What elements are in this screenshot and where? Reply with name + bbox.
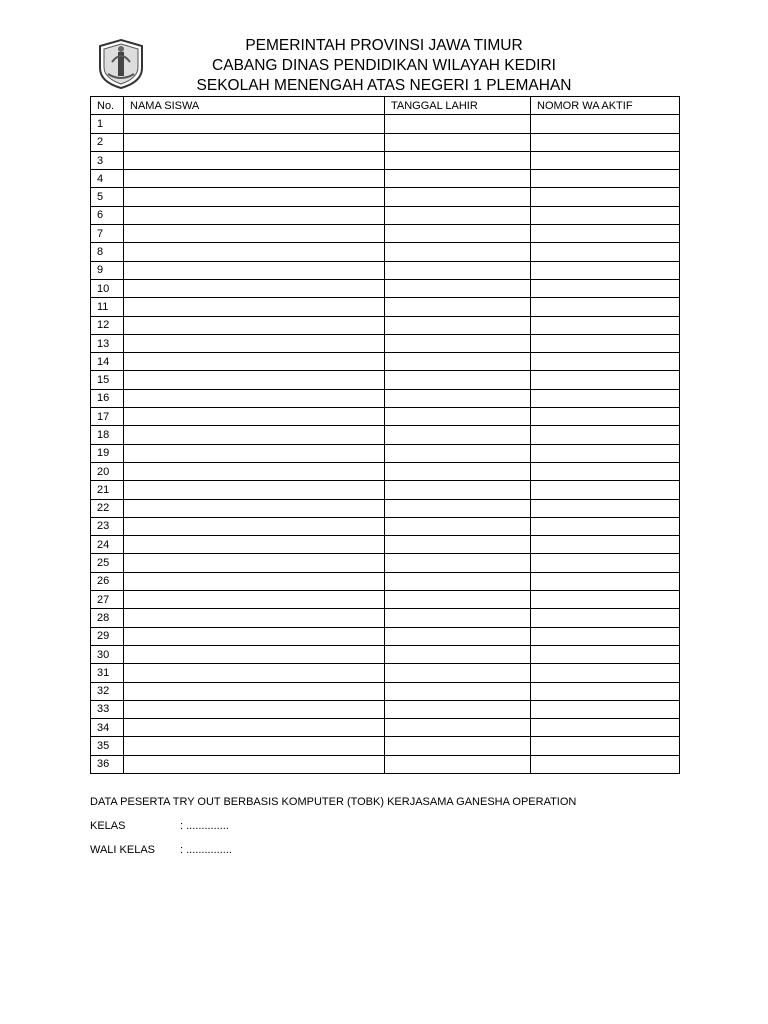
tanggal-lahir-cell[interactable] <box>385 499 531 517</box>
row-number: 11 <box>91 298 124 316</box>
tanggal-lahir-cell[interactable] <box>385 279 531 297</box>
nomor-wa-cell[interactable] <box>531 645 680 663</box>
wali-kelas-label: WALI KELAS <box>90 844 156 856</box>
tanggal-lahir-cell[interactable] <box>385 627 531 645</box>
nama-siswa-cell[interactable] <box>124 719 385 737</box>
tanggal-lahir-cell[interactable] <box>385 261 531 279</box>
tanggal-lahir-cell[interactable] <box>385 664 531 682</box>
tanggal-lahir-cell[interactable] <box>385 133 531 151</box>
table-row <box>91 170 680 188</box>
tanggal-lahir-cell[interactable] <box>385 645 531 663</box>
kelas-value: : .............. <box>180 820 229 832</box>
table-row <box>91 151 680 169</box>
tanggal-lahir-cell[interactable] <box>385 572 531 590</box>
nomor-wa-cell[interactable] <box>531 261 680 279</box>
nama-siswa-cell[interactable] <box>124 151 385 169</box>
row-number: 33 <box>91 700 124 718</box>
nomor-wa-cell[interactable] <box>531 517 680 535</box>
col-header-nama-siswa: NAMA SISWA <box>124 97 385 115</box>
row-number: 31 <box>91 664 124 682</box>
nama-siswa-cell[interactable] <box>124 444 385 462</box>
table-row <box>91 115 680 133</box>
row-number: 35 <box>91 737 124 755</box>
table-row <box>91 353 680 371</box>
nama-siswa-cell[interactable] <box>124 755 385 773</box>
row-number: 27 <box>91 591 124 609</box>
wali-kelas-field <box>90 844 576 856</box>
nomor-wa-cell[interactable] <box>531 316 680 334</box>
nama-siswa-cell[interactable] <box>124 115 385 133</box>
table-row <box>91 609 680 627</box>
tanggal-lahir-cell[interactable] <box>385 462 531 480</box>
nomor-wa-cell[interactable] <box>531 499 680 517</box>
header-line-3: SEKOLAH MENENGAH ATAS NEGERI 1 PLEMAHAN <box>196 77 572 94</box>
nomor-wa-cell[interactable] <box>531 462 680 480</box>
tanggal-lahir-cell[interactable] <box>385 188 531 206</box>
table-header-row <box>91 97 680 115</box>
table-row <box>91 334 680 352</box>
nomor-wa-cell[interactable] <box>531 700 680 718</box>
row-number: 25 <box>91 554 124 572</box>
row-number: 22 <box>91 499 124 517</box>
table-row <box>91 481 680 499</box>
nomor-wa-cell[interactable] <box>531 609 680 627</box>
wali-kelas-value: : ............... <box>180 844 232 856</box>
tanggal-lahir-cell[interactable] <box>385 115 531 133</box>
nomor-wa-cell[interactable] <box>531 353 680 371</box>
nomor-wa-cell[interactable] <box>531 115 680 133</box>
row-number: 34 <box>91 719 124 737</box>
nama-siswa-cell[interactable] <box>124 243 385 261</box>
document-header <box>90 36 678 96</box>
nomor-wa-cell[interactable] <box>531 170 680 188</box>
nama-siswa-cell[interactable] <box>124 700 385 718</box>
nomor-wa-cell[interactable] <box>531 682 680 700</box>
header-line-1: PEMERINTAH PROVINSI JAWA TIMUR <box>245 37 523 54</box>
row-number: 12 <box>91 316 124 334</box>
tanggal-lahir-cell[interactable] <box>385 353 531 371</box>
nama-siswa-cell[interactable] <box>124 462 385 480</box>
nama-siswa-cell[interactable] <box>124 371 385 389</box>
table-row <box>91 664 680 682</box>
nama-siswa-cell[interactable] <box>124 206 385 224</box>
table-row <box>91 298 680 316</box>
row-number: 18 <box>91 426 124 444</box>
nomor-wa-cell[interactable] <box>531 151 680 169</box>
row-number: 6 <box>91 206 124 224</box>
table-row <box>91 444 680 462</box>
nomor-wa-cell[interactable] <box>531 298 680 316</box>
nama-siswa-cell[interactable] <box>124 737 385 755</box>
table-row <box>91 462 680 480</box>
nomor-wa-cell[interactable] <box>531 426 680 444</box>
table-row <box>91 645 680 663</box>
nomor-wa-cell[interactable] <box>531 206 680 224</box>
nama-siswa-cell[interactable] <box>124 298 385 316</box>
nomor-wa-cell[interactable] <box>531 133 680 151</box>
tanggal-lahir-cell[interactable] <box>385 298 531 316</box>
tanggal-lahir-cell[interactable] <box>385 444 531 462</box>
nomor-wa-cell[interactable] <box>531 554 680 572</box>
nama-siswa-cell[interactable] <box>124 225 385 243</box>
nomor-wa-cell[interactable] <box>531 444 680 462</box>
kelas-field <box>90 820 576 832</box>
table-row <box>91 700 680 718</box>
tanggal-lahir-cell[interactable] <box>385 334 531 352</box>
row-number: 21 <box>91 481 124 499</box>
table-row <box>91 279 680 297</box>
nomor-wa-cell[interactable] <box>531 279 680 297</box>
nomor-wa-cell[interactable] <box>531 664 680 682</box>
nomor-wa-cell[interactable] <box>531 225 680 243</box>
kelas-label: KELAS <box>90 820 126 832</box>
tanggal-lahir-cell[interactable] <box>385 408 531 426</box>
tanggal-lahir-cell[interactable] <box>385 170 531 188</box>
nomor-wa-cell[interactable] <box>531 572 680 590</box>
table-row <box>91 133 680 151</box>
table-row <box>91 316 680 334</box>
tanggal-lahir-cell[interactable] <box>385 243 531 261</box>
nama-siswa-cell[interactable] <box>124 609 385 627</box>
row-number: 15 <box>91 371 124 389</box>
nama-siswa-cell[interactable] <box>124 261 385 279</box>
nomor-wa-cell[interactable] <box>531 481 680 499</box>
tanggal-lahir-cell[interactable] <box>385 371 531 389</box>
table-row <box>91 188 680 206</box>
nama-siswa-cell[interactable] <box>124 389 385 407</box>
row-number: 3 <box>91 151 124 169</box>
col-header-no: No. <box>91 97 124 115</box>
tanggal-lahir-cell[interactable] <box>385 206 531 224</box>
table-row <box>91 408 680 426</box>
row-number: 16 <box>91 389 124 407</box>
row-number: 32 <box>91 682 124 700</box>
header-line-2: CABANG DINAS PENDIDIKAN WILAYAH KEDIRI <box>212 57 556 74</box>
nama-siswa-cell[interactable] <box>124 133 385 151</box>
nomor-wa-cell[interactable] <box>531 627 680 645</box>
nama-siswa-cell[interactable] <box>124 188 385 206</box>
row-number: 28 <box>91 609 124 627</box>
nomor-wa-cell[interactable] <box>531 371 680 389</box>
nomor-wa-cell[interactable] <box>531 408 680 426</box>
row-number: 29 <box>91 627 124 645</box>
nama-siswa-cell[interactable] <box>124 536 385 554</box>
row-number: 26 <box>91 572 124 590</box>
row-number: 36 <box>91 755 124 773</box>
table-row <box>91 719 680 737</box>
tanggal-lahir-cell[interactable] <box>385 700 531 718</box>
nama-siswa-cell[interactable] <box>124 517 385 535</box>
document-footer <box>90 796 576 868</box>
table-row <box>91 243 680 261</box>
table-row <box>91 225 680 243</box>
nomor-wa-cell[interactable] <box>531 536 680 554</box>
row-number: 1 <box>91 115 124 133</box>
tanggal-lahir-cell[interactable] <box>385 426 531 444</box>
tanggal-lahir-cell[interactable] <box>385 682 531 700</box>
row-number: 7 <box>91 225 124 243</box>
tanggal-lahir-cell[interactable] <box>385 536 531 554</box>
footer-title: DATA PESERTA TRY OUT BERBASIS KOMPUTER (TOBK) KERJASAMA GANESHA OPERATION <box>90 796 577 808</box>
nama-siswa-cell[interactable] <box>124 170 385 188</box>
nomor-wa-cell[interactable] <box>531 737 680 755</box>
row-number: 20 <box>91 462 124 480</box>
tanggal-lahir-cell[interactable] <box>385 755 531 773</box>
table-row <box>91 389 680 407</box>
tanggal-lahir-cell[interactable] <box>385 609 531 627</box>
nama-siswa-cell[interactable] <box>124 334 385 352</box>
row-number: 24 <box>91 536 124 554</box>
tanggal-lahir-cell[interactable] <box>385 225 531 243</box>
nama-siswa-cell[interactable] <box>124 353 385 371</box>
row-number: 13 <box>91 334 124 352</box>
col-header-tanggal-lahir: TANGGAL LAHIR <box>385 97 531 115</box>
tanggal-lahir-cell[interactable] <box>385 316 531 334</box>
table-row <box>91 371 680 389</box>
col-header-nomor-wa: NOMOR WA AKTIF <box>531 97 680 115</box>
nomor-wa-cell[interactable] <box>531 243 680 261</box>
table-row <box>91 517 680 535</box>
table-row <box>91 682 680 700</box>
row-number: 30 <box>91 645 124 663</box>
nama-siswa-cell[interactable] <box>124 316 385 334</box>
table-row <box>91 591 680 609</box>
nama-siswa-cell[interactable] <box>124 591 385 609</box>
row-number: 14 <box>91 353 124 371</box>
student-table <box>90 96 680 774</box>
nomor-wa-cell[interactable] <box>531 334 680 352</box>
table-row <box>91 426 680 444</box>
tanggal-lahir-cell[interactable] <box>385 481 531 499</box>
row-number: 10 <box>91 279 124 297</box>
row-number: 17 <box>91 408 124 426</box>
table-row <box>91 627 680 645</box>
row-number: 19 <box>91 444 124 462</box>
nama-siswa-cell[interactable] <box>124 682 385 700</box>
nama-siswa-cell[interactable] <box>124 499 385 517</box>
nama-siswa-cell[interactable] <box>124 481 385 499</box>
row-number: 5 <box>91 188 124 206</box>
nama-siswa-cell[interactable] <box>124 645 385 663</box>
table-row <box>91 536 680 554</box>
table-row <box>91 755 680 773</box>
table-row <box>91 261 680 279</box>
tanggal-lahir-cell[interactable] <box>385 151 531 169</box>
nama-siswa-cell[interactable] <box>124 408 385 426</box>
nama-siswa-cell[interactable] <box>124 279 385 297</box>
row-number: 4 <box>91 170 124 188</box>
row-number: 9 <box>91 261 124 279</box>
row-number: 23 <box>91 517 124 535</box>
tanggal-lahir-cell[interactable] <box>385 554 531 572</box>
nomor-wa-cell[interactable] <box>531 591 680 609</box>
tanggal-lahir-cell[interactable] <box>385 517 531 535</box>
tanggal-lahir-cell[interactable] <box>385 737 531 755</box>
nama-siswa-cell[interactable] <box>124 572 385 590</box>
table-row <box>91 737 680 755</box>
nomor-wa-cell[interactable] <box>531 755 680 773</box>
nama-siswa-cell[interactable] <box>124 664 385 682</box>
row-number: 2 <box>91 133 124 151</box>
table-row <box>91 554 680 572</box>
tanggal-lahir-cell[interactable] <box>385 591 531 609</box>
nomor-wa-cell[interactable] <box>531 188 680 206</box>
nama-siswa-cell[interactable] <box>124 554 385 572</box>
nomor-wa-cell[interactable] <box>531 719 680 737</box>
tanggal-lahir-cell[interactable] <box>385 389 531 407</box>
nama-siswa-cell[interactable] <box>124 627 385 645</box>
tanggal-lahir-cell[interactable] <box>385 719 531 737</box>
table-row <box>91 572 680 590</box>
nama-siswa-cell[interactable] <box>124 426 385 444</box>
table-row <box>91 206 680 224</box>
nomor-wa-cell[interactable] <box>531 389 680 407</box>
row-number: 8 <box>91 243 124 261</box>
table-row <box>91 499 680 517</box>
